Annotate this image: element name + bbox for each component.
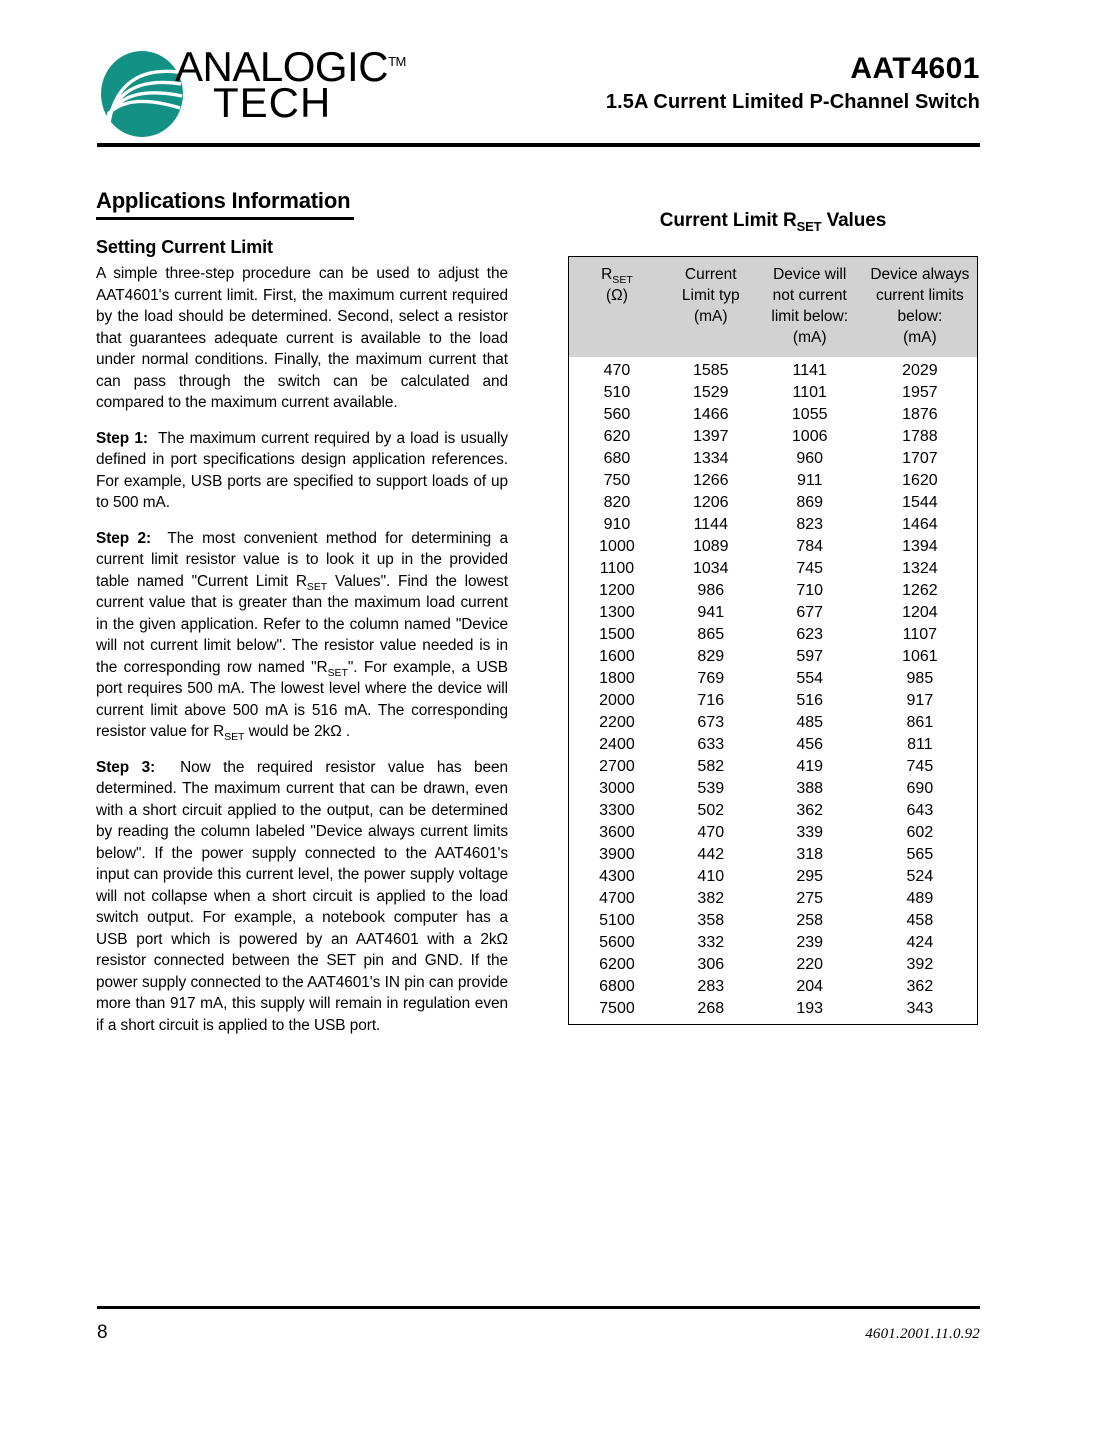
table-cell-col3: 597	[796, 648, 824, 665]
table-cell-col2: 1266	[692, 472, 729, 489]
current-limit-table-column	[568, 210, 978, 1025]
table-cell-col1: 3300	[599, 802, 635, 819]
paragraph-step-3	[96, 757, 508, 1037]
table-title-subscript: SET	[796, 218, 822, 234]
table-cell-col1: 1300	[599, 604, 635, 621]
table-row	[569, 844, 977, 866]
table-cell-col1: 1500	[599, 626, 635, 643]
table-row	[569, 910, 977, 932]
table-cell-col1: 2200	[599, 714, 635, 731]
table-cell-col4: 1324	[902, 560, 938, 577]
table-cell-col3: 362	[796, 802, 824, 819]
table-cell-col3: 1101	[792, 384, 827, 401]
table-cell-col4: 1707	[902, 450, 938, 467]
table-cell-col3: 456	[796, 736, 824, 753]
table-cell-col1: 5600	[599, 934, 635, 951]
table-cell-col4: 343	[906, 1000, 934, 1017]
table-cell-col4: 917	[906, 692, 934, 709]
table-cell-col1: 510	[603, 384, 631, 401]
table-cell-col4: 861	[906, 714, 934, 731]
table-cell-col3: 388	[796, 780, 824, 797]
table-cell-col4: 1204	[902, 604, 938, 621]
table-cell-col2: 582	[697, 758, 725, 775]
table-cell-col2: 470	[697, 824, 725, 841]
table-cell-col3: 318	[796, 846, 824, 863]
table-cell-col2: 502	[697, 802, 725, 819]
table-cell-col1: 560	[603, 406, 631, 423]
table-cell-col4: 1262	[902, 582, 938, 599]
page-footer	[97, 1318, 980, 1352]
table-row	[569, 690, 977, 712]
table-cell-col3: 419	[796, 758, 824, 775]
rset-values-table-frame	[568, 256, 978, 1025]
table-row	[569, 580, 977, 602]
header-divider	[97, 143, 980, 147]
rset-subscript-3: SET	[224, 732, 245, 744]
table-cell-col4: 489	[906, 890, 934, 907]
table-title-post: Values	[821, 210, 887, 231]
table-cell-col3: 784	[796, 538, 824, 555]
table-cell-col1: 1800	[599, 670, 635, 687]
table-cell-col1: 5100	[599, 912, 635, 929]
part-identification	[606, 52, 980, 115]
applications-information-column	[96, 188, 508, 1036]
table-cell-col2: 1206	[692, 494, 729, 511]
brand-wordmark	[175, 43, 420, 126]
table-cell-col2: 1529	[692, 384, 729, 401]
table-cell-col1: 910	[603, 516, 631, 533]
page-number: 8	[97, 1322, 108, 1343]
table-cell-col1: 2000	[599, 692, 635, 709]
table-row	[569, 712, 977, 734]
table-row	[569, 492, 977, 514]
table-cell-col4: 643	[906, 802, 934, 819]
table-cell-col3: 193	[796, 1000, 824, 1017]
table-cell-col1: 4300	[599, 868, 635, 885]
table-cell-col2: 306	[697, 956, 725, 973]
table-cell-col2: 769	[697, 670, 725, 687]
table-cell-col2: 442	[697, 846, 725, 863]
column-header-will-not-limit-below: Device will not current limit below: (mA)	[757, 257, 863, 357]
table-cell-col1: 1600	[599, 648, 635, 665]
paragraph-intro	[96, 263, 508, 414]
table-cell-col4: 392	[906, 956, 934, 973]
table-cell-col2: 1466	[692, 406, 729, 423]
table-row	[569, 448, 977, 470]
table-cell-col3: 516	[796, 692, 824, 709]
table-cell-col2: 673	[697, 714, 725, 731]
table-row	[569, 624, 977, 646]
table-row	[569, 756, 977, 778]
table-cell-col4: 524	[906, 868, 934, 885]
table-cell-col2: 633	[697, 736, 725, 753]
table-cell-col3: 623	[796, 626, 824, 643]
table-cell-col1: 3000	[599, 780, 635, 797]
table-cell-col3: 869	[796, 494, 824, 511]
table-cell-col1: 820	[603, 494, 631, 511]
table-cell-col4: 1620	[902, 472, 938, 489]
table-cell-col4: 1394	[902, 538, 938, 555]
table-cell-col1: 2700	[599, 758, 635, 775]
table-cell-col3: 554	[796, 670, 824, 687]
table-cell-col3: 960	[796, 450, 824, 467]
table-cell-col1: 470	[603, 362, 631, 379]
brand-line-tech: TECH	[213, 79, 332, 126]
step-2-text-d: would be 2kΩ .	[244, 723, 351, 740]
table-body	[569, 357, 977, 1024]
table-cell-col1: 1200	[599, 582, 635, 599]
rset-subscript-1: SET	[306, 581, 328, 593]
table-cell-col3: 710	[796, 582, 824, 599]
table-row	[569, 822, 977, 844]
column-header-current-limit-typ: Current Limit typ (mA)	[665, 257, 757, 357]
table-cell-col3: 1055	[791, 406, 828, 423]
table-cell-col1: 680	[603, 450, 631, 467]
table-row	[569, 470, 977, 492]
table-cell-col2: 539	[697, 780, 725, 797]
table-cell-col3: 220	[796, 956, 824, 973]
company-logo	[97, 42, 417, 142]
table-cell-col2: 1585	[692, 362, 729, 379]
part-number: AAT4601	[850, 52, 980, 85]
paragraph-step-2	[96, 528, 508, 743]
table-cell-col2: 1089	[692, 538, 729, 555]
table-cell-col4: 362	[906, 978, 934, 995]
subsection-title: Setting Current Limit	[96, 237, 273, 257]
table-cell-col2: 358	[697, 912, 725, 929]
table-cell-col3: 911	[796, 472, 823, 489]
column-header-always-limits-below: Device always current limits below: (mA)	[863, 257, 977, 357]
table-row	[569, 357, 977, 382]
table-cell-col1: 1000	[599, 538, 635, 555]
table-cell-col3: 339	[796, 824, 824, 841]
step-1-label: Step 1:	[96, 429, 148, 447]
table-cell-col4: 1957	[902, 384, 938, 401]
table-cell-col1: 620	[603, 428, 631, 445]
table-title-pre: Current Limit R	[659, 210, 797, 231]
table-row	[569, 404, 977, 426]
table-cell-col4: 985	[906, 670, 934, 687]
table-cell-col3: 258	[796, 912, 824, 929]
table-cell-col3: 1006	[791, 428, 828, 445]
paragraph-step-1	[96, 428, 508, 514]
part-subtitle: 1.5A Current Limited P-Channel Switch	[605, 90, 980, 113]
table-cell-col2: 332	[697, 934, 725, 951]
step-2-text-a: The most convenient method for determining a current limit resistor value is to look it up in the provided table named "Current Limit R	[96, 529, 508, 590]
table-row	[569, 536, 977, 558]
rset-subscript-2: SET	[327, 667, 348, 679]
table-cell-col2: 865	[697, 626, 725, 643]
table-cell-col2: 1144	[693, 516, 728, 533]
footer-divider	[97, 1306, 980, 1309]
step-2-label: Step 2:	[96, 529, 152, 547]
table-cell-col2: 716	[697, 692, 725, 709]
table-header-row	[569, 257, 977, 357]
table-cell-col3: 745	[796, 560, 824, 577]
table-cell-col4: 1464	[902, 516, 938, 533]
table-row	[569, 888, 977, 910]
column-header-rset: $R_{SET}$ (Ω)	[569, 257, 665, 357]
table-row	[569, 734, 977, 756]
page-title: Applications Information	[96, 188, 354, 220]
table-cell-col1: 3600	[599, 824, 635, 841]
table-cell-col1: 7500	[599, 1000, 635, 1017]
table-cell-col2: 986	[697, 582, 725, 599]
table-cell-col1: 2400	[599, 736, 635, 753]
table-row	[569, 954, 977, 976]
table-cell-col4: 745	[906, 758, 934, 775]
table-row	[569, 998, 977, 1024]
table-cell-col4: 2029	[902, 362, 938, 379]
table-row	[569, 932, 977, 954]
table-row	[569, 382, 977, 404]
table-row	[569, 646, 977, 668]
rset-values-table	[569, 257, 977, 1024]
table-row	[569, 558, 977, 580]
table-cell-col4: 458	[906, 912, 934, 929]
table-cell-col4: 690	[906, 780, 934, 797]
step-3-text: Now the required resistor value has been determined. The maximum current that can be drawn, even with a short circuit applied to the output, can be determined by reading the column labeled "Device always current limits below". If the power supply connected to the AAT4601's input can provide this current level, the power supply voltage will not collapse when a short circuit is applied to the load switch output. For example, a notebook computer has a USB port which is powered by an AAT4601 with a 2kΩ resistor connected between the SET pin and GND. If the power supply connected to the AAT4601's IN pin can provide more than 917 mA, this supply will remain in regulation even if a short circuit is applied to the USB port.	[96, 758, 508, 1034]
table-cell-col3: 295	[796, 868, 824, 885]
table-title	[568, 210, 978, 232]
table-cell-col3: 823	[796, 516, 824, 533]
table-cell-col4: 811	[907, 736, 933, 753]
table-cell-col3: 677	[796, 604, 824, 621]
table-cell-col2: 1397	[692, 428, 729, 445]
page-header	[97, 40, 980, 145]
table-cell-col1: 1100	[599, 560, 635, 577]
document-code: 4601.2001.11.0.92	[865, 1326, 980, 1342]
table-row	[569, 778, 977, 800]
table-header	[569, 257, 977, 357]
step-3-label: Step 3:	[96, 758, 156, 776]
table-cell-col1: 750	[603, 472, 631, 489]
table-row	[569, 866, 977, 888]
table-cell-col2: 410	[697, 868, 725, 885]
table-cell-col4: 602	[906, 824, 934, 841]
table-cell-col3: 204	[796, 978, 824, 995]
table-cell-col2: 941	[697, 604, 725, 621]
table-cell-col4: 1107	[902, 626, 938, 643]
table-cell-col4: 1061	[902, 648, 938, 665]
table-row	[569, 976, 977, 998]
table-cell-col1: 4700	[599, 890, 635, 907]
table-cell-col2: 1034	[692, 560, 729, 577]
analogic-tech-globe-logo	[100, 50, 184, 138]
table-row	[569, 800, 977, 822]
table-row	[569, 668, 977, 690]
table-cell-col4: 1876	[902, 406, 938, 423]
table-cell-col3: 239	[796, 934, 824, 951]
table-cell-col4: 1544	[902, 494, 938, 511]
table-row	[569, 602, 977, 624]
table-row	[569, 514, 977, 536]
table-cell-col4: 1788	[902, 428, 938, 445]
paragraph-intro-text: A simple three-step procedure can be used to adjust the AAT4601's current limit. First, the maximum current required by the load should be determined. Second, select a resistor that guarantees adequate current is available to the load under normal conditions. Finally, the maximum current that can pass through the switch can be calculated and compared to the maximum current available.	[96, 265, 508, 411]
table-cell-col3: 275	[796, 890, 824, 907]
trademark-icon: TM	[388, 54, 406, 69]
table-cell-col4: 565	[906, 846, 934, 863]
table-cell-col3: 485	[796, 714, 824, 731]
table-cell-col2: 1334	[692, 450, 729, 467]
table-cell-col2: 382	[697, 890, 725, 907]
table-cell-col1: 6200	[599, 956, 635, 973]
table-row	[569, 426, 977, 448]
table-cell-col1: 3900	[599, 846, 635, 863]
step-2-text-c: ". For example, a USB port requires 500 mA. The lowest level where the device will current limit above 500 mA is 516 mA. The corresponding resistor value for R	[96, 658, 508, 740]
table-cell-col4: 424	[906, 934, 934, 951]
table-cell-col2: 283	[697, 978, 725, 995]
step-2-text-b: Values". Find the lowest current value that is greater than the maximum load current in the given application. Refer to the column named "Device will not current limit below". The resistor value needed is in the corresponding row named "R	[96, 572, 508, 676]
header-subscript: SET	[612, 274, 633, 287]
table-cell-col2: 829	[697, 648, 725, 665]
table-cell-col1: 6800	[599, 978, 635, 995]
brand-line-analogic: ANALOGIC™	[175, 43, 406, 90]
step-1-text: The maximum current required by a load is usually defined in port specifications design application references. For example, USB ports are specified to support loads of up to 500 mA.	[96, 429, 509, 511]
table-cell-col2: 268	[697, 1000, 725, 1017]
table-cell-col3: 1141	[792, 362, 827, 379]
